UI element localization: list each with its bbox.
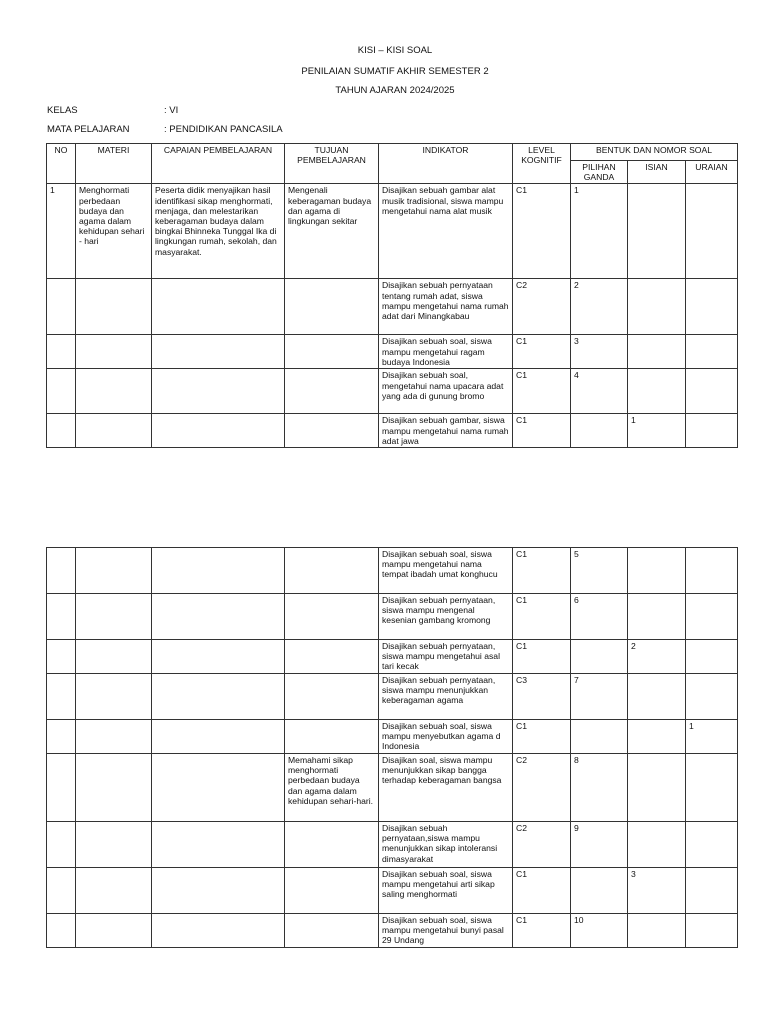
table-row xyxy=(47,594,738,640)
table-row xyxy=(47,720,738,754)
cell-indikator: Disajikan sebuah pernyataan,siswa mampu menunjukkan sikap intoleransi dimasyarakat xyxy=(379,822,513,868)
cell-uraian xyxy=(686,868,738,914)
cell-tujuan xyxy=(285,674,379,720)
cell-no xyxy=(47,369,76,414)
cell-uraian xyxy=(686,640,738,674)
cell-indikator: Disajikan sebuah pernyataan, siswa mampu mengenal kesenian gambang kromong xyxy=(379,594,513,640)
cell-pg: 10 xyxy=(571,914,628,948)
cell-indikator: Disajikan sebuah soal, siswa mampu mengetahui nama tempat ibadah umat konghucu xyxy=(379,548,513,594)
cell-indikator: Disajikan sebuah gambar, siswa mampu mengetahui nama rumah adat jawa xyxy=(379,414,513,448)
cell-capaian xyxy=(152,414,285,448)
cell-tujuan xyxy=(285,594,379,640)
table-row xyxy=(47,279,738,335)
cell-pg: 8 xyxy=(571,754,628,822)
cell-indikator: Disajikan sebuah soal, siswa mampu menyebutkan agama d Indonesia xyxy=(379,720,513,754)
cell-level: C1 xyxy=(513,640,571,674)
cell-materi xyxy=(76,369,152,414)
cell-isian xyxy=(628,548,686,594)
cell-uraian xyxy=(686,594,738,640)
table-row xyxy=(47,369,738,414)
cell-no: 1 xyxy=(47,184,76,279)
cell-materi xyxy=(76,594,152,640)
cell-materi xyxy=(76,279,152,335)
cell-no xyxy=(47,335,76,369)
cell-indikator: Disajikan sebuah soal, siswa mampu mengetahui arti sikap saling menghormati xyxy=(379,868,513,914)
cell-tujuan: Mengenali keberagaman budaya dan agama di lingkungan sekitar xyxy=(285,184,379,279)
cell-materi xyxy=(76,414,152,448)
cell-pg xyxy=(571,868,628,914)
cell-materi xyxy=(76,914,152,948)
cell-no xyxy=(47,720,76,754)
cell-indikator: Disajikan soal, siswa mampu menunjukkan sikap bangga terhadap keberagaman bangsa xyxy=(379,754,513,822)
cell-materi xyxy=(76,754,152,822)
cell-materi xyxy=(76,548,152,594)
cell-isian xyxy=(628,720,686,754)
cell-pg: 1 xyxy=(571,184,628,279)
col-materi-header: MATERI xyxy=(76,144,152,184)
cell-level: C3 xyxy=(513,674,571,720)
cell-capaian xyxy=(152,369,285,414)
cell-level: C1 xyxy=(513,369,571,414)
mapel-value: : PENDIDIKAN PANCASILA xyxy=(164,124,283,135)
cell-no xyxy=(47,594,76,640)
cell-uraian xyxy=(686,914,738,948)
kisi-table-page-1 xyxy=(46,143,738,448)
cell-uraian xyxy=(686,184,738,279)
academic-year: TAHUN AJARAN 2024/2025 xyxy=(335,85,455,96)
cell-tujuan xyxy=(285,335,379,369)
cell-materi xyxy=(76,822,152,868)
cell-isian xyxy=(628,914,686,948)
cell-uraian xyxy=(686,335,738,369)
cell-indikator: Disajikan sebuah gambar alat musik tradisional, siswa mampu mengetahui nama alat musik xyxy=(379,184,513,279)
cell-isian xyxy=(628,369,686,414)
cell-capaian xyxy=(152,640,285,674)
cell-isian xyxy=(628,279,686,335)
cell-level: C1 xyxy=(513,548,571,594)
cell-level: C2 xyxy=(513,754,571,822)
cell-materi xyxy=(76,868,152,914)
cell-level: C1 xyxy=(513,335,571,369)
cell-uraian: 1 xyxy=(686,720,738,754)
cell-isian: 1 xyxy=(628,414,686,448)
cell-isian: 3 xyxy=(628,868,686,914)
cell-tujuan xyxy=(285,548,379,594)
kelas-label: KELAS xyxy=(47,105,78,116)
col-no-header: NO xyxy=(47,144,76,184)
mapel-label: MATA PELAJARAN xyxy=(47,124,130,135)
exam-name: PENILAIAN SUMATIF AKHIR SEMESTER 2 xyxy=(301,66,489,77)
cell-uraian xyxy=(686,822,738,868)
cell-pg xyxy=(571,720,628,754)
cell-materi xyxy=(76,335,152,369)
cell-level: C1 xyxy=(513,594,571,640)
cell-capaian xyxy=(152,720,285,754)
cell-level: C2 xyxy=(513,822,571,868)
cell-materi xyxy=(76,674,152,720)
cell-indikator: Disajikan sebuah pernyataan, siswa mampu menunjukkan keberagaman agama xyxy=(379,674,513,720)
table-row xyxy=(47,640,738,674)
col-pg-header: PILIHAN GANDA xyxy=(571,161,628,184)
cell-level: C2 xyxy=(513,279,571,335)
cell-isian xyxy=(628,754,686,822)
cell-isian: 2 xyxy=(628,640,686,674)
cell-isian xyxy=(628,184,686,279)
cell-pg: 5 xyxy=(571,548,628,594)
cell-indikator: Disajikan sebuah soal, mengetahui nama upacara adat yang ada di gunung bromo xyxy=(379,369,513,414)
cell-no xyxy=(47,548,76,594)
cell-capaian xyxy=(152,868,285,914)
cell-tujuan xyxy=(285,414,379,448)
cell-capaian xyxy=(152,335,285,369)
col-capaian-header: CAPAIAN PEMBELAJARAN xyxy=(152,144,285,184)
cell-level: C1 xyxy=(513,720,571,754)
cell-isian xyxy=(628,822,686,868)
cell-tujuan xyxy=(285,279,379,335)
cell-uraian xyxy=(686,754,738,822)
cell-uraian xyxy=(686,279,738,335)
cell-pg: 3 xyxy=(571,335,628,369)
cell-materi xyxy=(76,720,152,754)
cell-isian xyxy=(628,674,686,720)
cell-indikator: Disajikan sebuah soal, siswa mampu mengetahui bunyi pasal 29 Undang xyxy=(379,914,513,948)
cell-tujuan xyxy=(285,822,379,868)
table-row xyxy=(47,548,738,594)
cell-no xyxy=(47,279,76,335)
col-tujuan-header: TUJUAN PEMBELAJARAN xyxy=(285,144,379,184)
cell-capaian xyxy=(152,548,285,594)
cell-uraian xyxy=(686,414,738,448)
cell-pg: 7 xyxy=(571,674,628,720)
cell-pg: 9 xyxy=(571,822,628,868)
cell-materi: Menghormati perbedaan budaya dan agama dalam kehidupan sehari - hari xyxy=(76,184,152,279)
cell-materi xyxy=(76,640,152,674)
cell-pg: 4 xyxy=(571,369,628,414)
col-indikator-header: INDIKATOR xyxy=(379,144,513,184)
cell-no xyxy=(47,754,76,822)
cell-tujuan xyxy=(285,868,379,914)
cell-capaian xyxy=(152,279,285,335)
cell-no xyxy=(47,640,76,674)
cell-capaian xyxy=(152,674,285,720)
cell-level: C1 xyxy=(513,414,571,448)
cell-no xyxy=(47,822,76,868)
table-row xyxy=(47,184,738,279)
cell-indikator: Disajikan sebuah pernyataan tentang rumah adat, siswa mampu mengetahui nama rumah adat dari Minangkabau xyxy=(379,279,513,335)
cell-no xyxy=(47,414,76,448)
cell-level: C1 xyxy=(513,914,571,948)
col-isian-header: ISIAN xyxy=(628,161,686,184)
cell-capaian xyxy=(152,754,285,822)
cell-no xyxy=(47,674,76,720)
col-uraian-header: URAIAN xyxy=(686,161,738,184)
col-level-header: LEVEL KOGNITIF xyxy=(513,144,571,184)
cell-tujuan: Memahami sikap menghormati perbedaan budaya dan agama dalam kehidupan sehari-hari. xyxy=(285,754,379,822)
cell-no xyxy=(47,868,76,914)
cell-uraian xyxy=(686,674,738,720)
table-row xyxy=(47,868,738,914)
cell-tujuan xyxy=(285,369,379,414)
cell-isian xyxy=(628,594,686,640)
document-title: KISI – KISI SOAL xyxy=(357,45,433,56)
cell-isian xyxy=(628,335,686,369)
cell-capaian xyxy=(152,822,285,868)
cell-no xyxy=(47,914,76,948)
col-bentuk-header: BENTUK DAN NOMOR SOAL xyxy=(571,144,738,161)
cell-pg: 2 xyxy=(571,279,628,335)
cell-capaian xyxy=(152,914,285,948)
cell-tujuan xyxy=(285,914,379,948)
table-row xyxy=(47,754,738,822)
table-row xyxy=(47,674,738,720)
cell-uraian xyxy=(686,369,738,414)
cell-pg xyxy=(571,640,628,674)
cell-pg xyxy=(571,414,628,448)
cell-indikator: Disajikan sebuah soal, siswa mampu mengetahui ragam budaya Indonesia xyxy=(379,335,513,369)
cell-level: C1 xyxy=(513,868,571,914)
cell-level: C1 xyxy=(513,184,571,279)
table-row xyxy=(47,822,738,868)
cell-tujuan xyxy=(285,640,379,674)
kelas-value: : VI xyxy=(164,105,179,116)
cell-capaian xyxy=(152,594,285,640)
table-row xyxy=(47,414,738,448)
kisi-table-page-2 xyxy=(46,547,738,948)
cell-pg: 6 xyxy=(571,594,628,640)
table-row xyxy=(47,335,738,369)
cell-capaian: Peserta didik menyajikan hasil identifikasi sikap menghormati, menjaga, dan melestarikan keberagaman budaya dalam bingkai Bhinneka Tunggal Ika di lingkungan rumah, sekolah, dan masyarakat. xyxy=(152,184,285,279)
cell-indikator: Disajikan sebuah pernyataan, siswa mampu mengetahui asal tari kecak xyxy=(379,640,513,674)
table-row xyxy=(47,914,738,948)
cell-uraian xyxy=(686,548,738,594)
cell-tujuan xyxy=(285,720,379,754)
